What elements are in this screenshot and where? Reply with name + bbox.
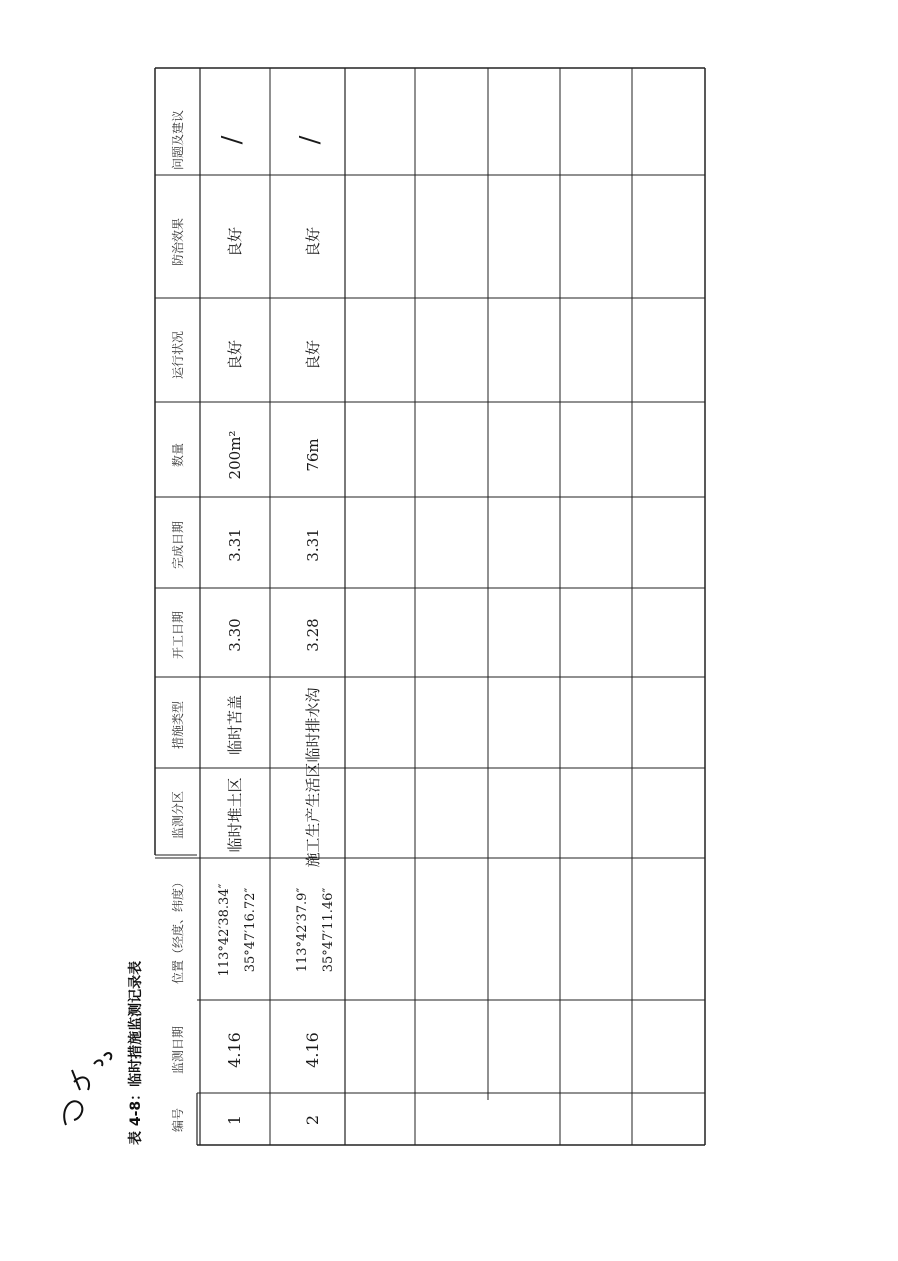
header-status: 运行状况 xyxy=(171,330,185,380)
cell-finish-date: 3.31 xyxy=(304,528,322,562)
cell-position-lat: 35°47′16.72″ xyxy=(243,887,258,973)
cell-no: 2 xyxy=(303,1114,322,1126)
header-measure-type: 措施类型 xyxy=(171,700,185,750)
cell-start-date: 3.28 xyxy=(304,618,322,652)
header-no: 编号 xyxy=(171,1107,185,1133)
cell-position-lon: 113°42′38.34″ xyxy=(217,883,232,977)
table-row xyxy=(217,135,258,1125)
cell-position-lat: 35°47′11.46″ xyxy=(321,887,336,973)
cell-finish-date: 3.31 xyxy=(226,528,244,562)
cell-problems: / xyxy=(295,135,325,145)
cell-date: 4.16 xyxy=(303,1032,322,1068)
cell-effect: 良好 xyxy=(304,226,322,258)
header-effect: 防治效果 xyxy=(171,217,185,267)
cell-zone: 临时堆土区 xyxy=(226,777,244,853)
cell-start-date: 3.30 xyxy=(226,618,244,652)
cell-position-lon: 113°42′37.9″ xyxy=(295,887,310,973)
cell-status: 良好 xyxy=(226,339,244,371)
cell-measure-type: 临时苫盖 xyxy=(226,694,244,756)
table-row xyxy=(295,135,336,1125)
header-start-date: 开工日期 xyxy=(171,610,185,660)
cell-zone: 施工生产生活区 xyxy=(304,762,322,868)
cell-measure-type: 临时排水沟 xyxy=(304,687,322,763)
signature-mark xyxy=(64,1053,111,1125)
column-headers xyxy=(170,110,185,1132)
header-problems: 问题及建议 xyxy=(171,109,185,171)
cell-problems: / xyxy=(217,135,247,145)
table-title: 表 4-8：临时措施监测记录表 xyxy=(128,960,144,1145)
data-rows xyxy=(217,135,336,1125)
cell-no: 1 xyxy=(225,1114,244,1126)
header-position: 位置（经度、纬度） xyxy=(171,875,185,985)
cell-effect: 良好 xyxy=(226,226,244,258)
header-finish-date: 完成日期 xyxy=(171,520,185,570)
cell-quantity: 76m xyxy=(304,438,322,472)
header-zone: 监测分区 xyxy=(171,790,185,840)
cell-status: 良好 xyxy=(304,339,322,371)
header-quantity: 数量 xyxy=(171,442,185,468)
cell-quantity: 200m² xyxy=(226,430,244,480)
cell-date: 4.16 xyxy=(225,1032,244,1068)
header-date: 监测日期 xyxy=(171,1025,185,1075)
